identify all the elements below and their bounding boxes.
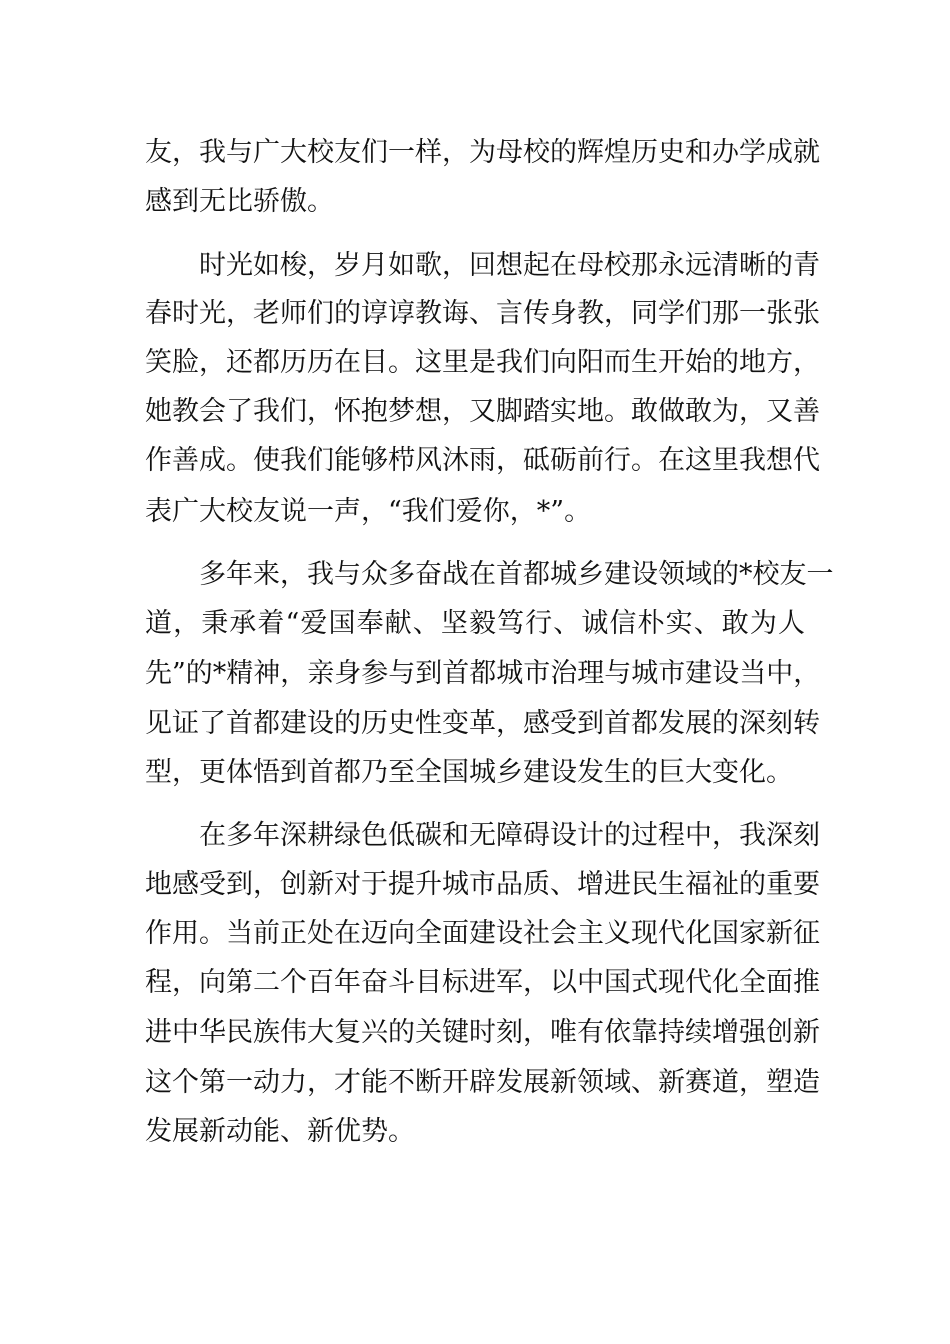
paragraph-2-line-1: 时光如梭，岁月如歌，回想起在母校那永远清晰的青 xyxy=(199,250,820,281)
paragraph-4-line-3: 作用。当前正处在迈向全面建设社会主义现代化国家新征 xyxy=(145,918,820,949)
paragraph-4-line-1: 在多年深耕绿色低碳和无障碍设计的过程中，我深刻 xyxy=(199,820,820,851)
paragraph-4-line-6: 这个第一动力，才能不断开辟发展新领域、新赛道，塑造 xyxy=(145,1067,820,1098)
paragraph-3-line-2: 道，秉承着“爱国奉献、坚毅笃行、诚信朴实、敢为人 xyxy=(145,608,805,639)
paragraph-2-line-5: 作善成。使我们能够栉风沐雨，砥砺前行。在这里我想代 xyxy=(145,445,820,476)
paragraph-2-line-6: 表广大校友说一声，“我们爱你，*”。 xyxy=(145,496,592,527)
paragraph-4-line-5: 进中华民族伟大复兴的关键时刻，唯有依靠持续增强创新 xyxy=(145,1017,820,1048)
paragraph-2-line-2: 春时光，老师们的谆谆教诲、言传身教，同学们那一张张 xyxy=(145,298,820,329)
paragraph-1-line-2: 感到无比骄傲。 xyxy=(145,186,334,217)
paragraph-3-line-4: 见证了首都建设的历史性变革，感受到首都发展的深刻转 xyxy=(145,708,820,739)
paragraph-1-line-1: 友，我与广大校友们一样，为母校的辉煌历史和办学成就 xyxy=(145,137,820,168)
paragraph-3-line-3: 先”的*精神，亲身参与到首都城市治理与城市建设当中， xyxy=(145,658,821,689)
paragraph-4-line-4: 程，向第二个百年奋斗目标进军，以中国式现代化全面推 xyxy=(145,967,820,998)
paragraph-3-line-1: 多年来，我与众多奋战在首都城乡建设领域的*校友一 xyxy=(199,559,834,590)
paragraph-3-line-5: 型，更体悟到首都乃至全国城乡建设发生的巨大变化。 xyxy=(145,757,793,788)
paragraph-2-line-3: 笑脸，还都历历在目。这里是我们向阳而生开始的地方， xyxy=(145,347,820,378)
paragraph-2-line-4: 她教会了我们，怀抱梦想，又脚踏实地。敢做敢为，又善 xyxy=(145,396,820,427)
paragraph-4-line-7: 发展新动能、新优势。 xyxy=(145,1116,415,1147)
paragraph-4-line-2: 地感受到，创新对于提升城市品质、增进民生福祉的重要 xyxy=(145,869,820,900)
